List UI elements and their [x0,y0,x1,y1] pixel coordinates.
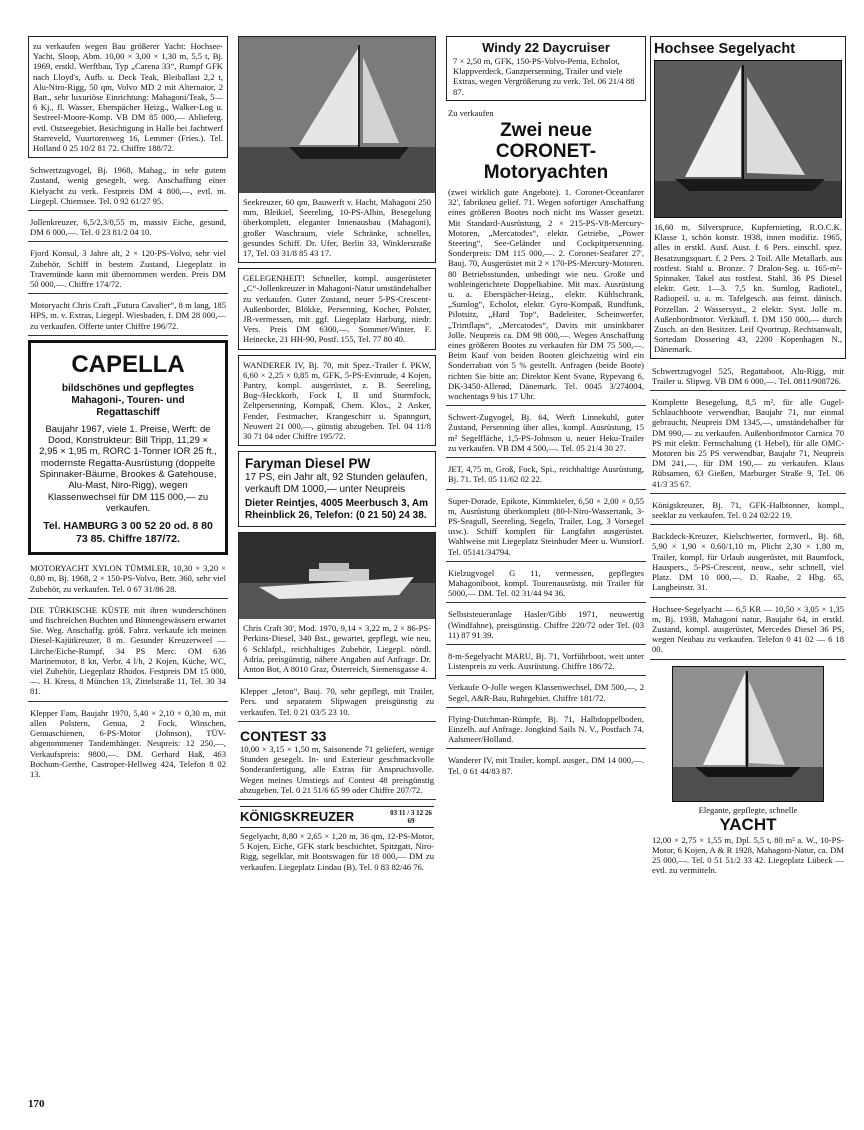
ad-koenigskreuzer [238,804,436,876]
ad-text: Motoryacht Chris Craft „Futura Cavalier“, 8 m lang, 185 HPS, m. v. Extras, Liegepl. Wiesbaden, f. DM 28 000,— zu verkaufen. Offerte unter Chiffre 196/72. [30,300,226,331]
ad-text: DIE TÜRKISCHE KÜSTE mit ihren wunderschönen und fischreichen Buchten und Binnengewässern erwartet Sie. Weg. Anschaffg. größ. Fahrz. verkaufe ich meinen Diesel-Kajütkreuzer, 8 m. Gesunder Kreuzerweel — Lärche/Eiche-Rumpf, 34 PS Merc. OM 636 Marinemotor, 8 kn, Verbr. 4 l/h, 2 Kojen, Küche, WC, viel Zubehör, Liegeplatz Rhodos. Festpreis DM 15 000,—. H. Kress, 8 München 13, Zittelstraße 11, Tel. 30 34 81. [30,604,226,697]
ad-text: Komplette Besegelung, 8,5 m², für alle Gugel-Schlauchboote verwendbar, Baujahr 71, nur einmal gebraucht, Neupreis DM 1345,—, umständehalber für DM 990,— zu verkaufen. Außenbordmotor Carnica 70 PS mit elektr. Fernschaltung (1 Hebel), für alle OMC-Motoren bis 25 PS verwendbar, Baujahr 71, Neupreis DM 241,—, für DM 190,— zu verkaufen. Klaus Rübsamen, 63 Gießen, Marburger Straße 9, Tel. 06 41/3 35 67. [652,397,844,489]
ad-seekreuzer [238,36,436,263]
hochsee-photo [654,60,842,218]
ad-capella [28,340,228,555]
ad-koenigskreuzer-gfk [650,498,846,525]
ad-text: 7 × 2,50 m, GFK, 150-PS-Volvo-Penta, Echolot, Klappverdeck, Ganzpersenning, Trailer und viele Extras, wegen Vergrößerung zu verk. Tel. 06 21/4 88 87. [453,56,635,97]
column-2 [238,36,436,880]
koenigskreuzer-title: KÖNIGSKREUZER [240,808,355,824]
column-4 [650,36,846,878]
ad-chris-craft-futura [28,298,228,336]
column-1 [28,36,228,787]
ad-wanderer-iv-trailer [446,753,646,779]
page-number: 170 [28,1098,45,1110]
ad-windy-22 [446,36,646,101]
ad-text: 16,60 m, Silverspruce, Kupfernieting, R.O.C.K. Klasse 1, schön konstr. 1938, innen modifiz. 1965, alles in erstkl. Ausf. Ausr. f. 6 Pers. einschl. spez. Besatzungsquart. f. 2 Pers. 2 Toil. Alle Metallarb. aus rostfest. Stahl u. Bronze. 7 Dralon-Seg. u. 165-m²-Spinnaker. Takel aus rostfest. Stahl. 36 PS Diesel elektr. Getr. 1—3. 7,5 kn. Sumlog, Radiotel., Radiopeil. u. a. m. Tafelgesch. aus feinst. dänisch. Porzellan. 2 Wassersyst., 2 elektr. Syst. Jolle m. Außenbordmotor. Verkäufl. f. DM 150 000,— durch Zusch. an den Besitzer. Leif Qvortrup, Rechtsanwalt, Sortedam Dossering 43, 2200 Kopenhagen N., Dänemark. [654,222,842,355]
ad-klepper-fam [28,706,228,783]
ad-text: Backdeck-Kreuzer, Kielschwerter, formverl., Bj. 68, 5,90 × 1,90 × 0,60/1,10 m, Plicht 2,30 × 1,80 m, Trailer, kompl. für Urlaub ausgerüstet, mit Baumfock, Hauspers., 5-PS-Crescent, neuw., sehr schnell, viel Platz. DM 10 000,—. D. Raabe, 2 Hbg. 65, Langheinstr. 31. [652,531,844,593]
ad-fjord-konsul [28,246,228,294]
ad-schwertzugvogel-525 [650,364,846,391]
ad-maru [446,649,646,676]
yacht-photo-image [673,667,823,801]
hochsee-title: Hochsee Segelyacht [654,41,796,57]
ad-text: JET, 4,75 m, Groß, Fock, Spi., reichhaltige Ausrüstung, Bj. 71. Tel. 05 11/62 02 22. [448,464,644,485]
ad-text: Super-Dorade, Epikote, Kimmkieler, 6,50 × 2,00 × 0,55 m, Ausrüstung überkomplett (80-l-Niro-Wassertank, 3-PS-Seagull, Seereling, Segeln, Trailer, Log, 3 Vorsegel usw.). Schiff komplett für Langfahrt ausgerüstet. Wahlweise mit Liegeplatz Steinhuder Meer u. Wunstorf. Tel. 05141/34794. [448,495,644,557]
ad-contest-33 [238,726,436,800]
column-3 [446,36,646,784]
ad-backdeck-kreuzer [650,529,846,597]
ad-text: Klepper „Jeton“, Bauj. 70, sehr gepflegt, mit Trailer, Pers. und separatem Slipwagen preisgünstig zu verkaufen. Tel. 0 21 03/5 23 10. [240,686,434,717]
ad-tuerkische-kueste [28,603,228,702]
ad-text: Segelyacht, 8,80 × 2,65 × 1,20 m, 36 qm, 12-PS-Motor, 5 Kojen, Eiche, GFK stark beschichtet, Spitzgatt, Niro-Rigg, segelklar, mit Bootswagen für 18 000,— DM zu verkaufen. Liegeplatz Lindau (B), Tel. 0 83 82/46 76. [240,830,434,872]
yacht-title: YACHT [719,814,777,834]
ad-coronet [446,106,646,406]
ad-text: Schwertzugvogel, Bj. 1968, Mahag., in sehr gutem Zustand, wenig gesegelt, weg. Anschaffung einer Kielyacht zu verk. Festpreis DM 4 800,—, evtl. m. Liegepl. Chiemsee. Tel. 0 92 61/27 95. [30,165,226,206]
faryman-title: Faryman Diesel PW [245,456,371,472]
sailing-yacht-photo-image [655,61,842,217]
ad-text: Fjord Konsul, 3 Jahre alt, 2 × 120-PS-Volvo, sehr viel Zubehör, Schiff in bestem Zustand, Liegeplatz in Travemünde kann mit übernommen werden. Preis DM 50 000,—. Chiffre 174/72. [30,248,226,290]
ad-c-jollenkreuzer [238,268,436,349]
ad-chris-craft-30 [238,532,436,679]
ad-hochsee-segelyacht [650,36,846,359]
faryman-body: 17 PS, ein Jahr alt, 92 Stunden gelaufen, verkauft DM 1000,— unter Neupreis [245,472,428,496]
zu-verkaufen-label: Zu verkaufen [448,107,494,118]
ad-text: Wanderer IV, mit Trailer, kompl. ausger., DM 14 000,—. Tel. 0 61 44/83 87. [448,755,644,776]
ad-text: Flying-Dutchman-Rümpfe, Bj. 71, Halbdoppelboden, Einzelh. auf Anfrage. Jongkind Sails N. V., Postfach 74, Aalsmeer/Holland. [448,713,644,745]
ad-text: Königskreuzer, Bj. 71, GFK-Halbtonner, kompl., seeklar zu verkaufen. Tel. 0 24 02/22 19. [652,499,844,521]
ad-jet [446,462,646,489]
ad-text: Hochsee-Segelyacht — 6,5 KR — 10,50 × 3,05 × 1,35 m, Bj. 1938, Mahagoni natur, Baujahr 64, in erstkl. Zustand, kompl. ausgerüstet, Mercedes Diesel 36 PS, wegen Neubau zu verkaufen. Telefon 0 41 02 — 6 18 00. [652,603,844,655]
ad-faryman-diesel [238,451,436,527]
ad-text: Chris Craft 30', Mod. 1970, 9,14 × 3,22 m, 2 × 86-PS-Perkins-Diesel, 340 Bst., gewartet, gepflegt, wie neu, 6 Schlafpl., reichhaltiges Zubehör, Liegepl. nördl. Adria, preisgünstig, nähere Angaben auf Anfrage. Dr. Anton Bot, A 8010 Graz, Österreich, Siemensgasse 4. [243,623,431,675]
sailboat-photo-image [239,37,435,193]
ad-komplette-besegelung [650,395,846,494]
capella-body: Baujahr 1967, viele 1. Preise, Werft: de Dood, Konstrukteur: Bill Tripp, 11,29 × 2,95 × 1,95 m, RORC 1-Tonner IOR 25 ft., modernste Regatta-Ausrüstung (doppelte Spinnaker-Bäume, Brookes & Gatehouse, Alu-Mast, Niro-Rigg), wegen Klassenwechsel für DM 115 000,— zu verkaufen. [39,423,217,514]
ad-klepper-jeton [238,684,436,722]
ad-text: 12,00 × 2,75 × 1,55 m, Dpl. 5,5 t, 80 m² a. W., 10-PS-Motor, 6 Kojen, A & R 1928, Mahagoni-Natur, ca. DM 25 000,—. Tel. 0 51 51/2 33 42. Liegeplatz Lübeck — evtl. zu vermitteln. [652,834,844,876]
ad-text: MOTORYACHT XYLON TÜMMLER, 10,30 × 3,20 × 0,80 m, Bj. 1968, 2 × 150-PS-Volvo, Betr. 360, sehr viel Zubehör, zu verkaufen. Tel. 0 67 31/86 28. [30,563,226,594]
ad-text: 8-m-Segelyacht MARU, Bj. 71, Vorführboot, weit unter Listenpreis zu verk. Ausrüstung. Chiffre 186/72. [448,650,644,672]
faryman-contact: Dieter Reintjes, 4005 Meerbusch 3, Am Rheinblick 26, Telefon: (0 21 50) 24 38. [245,498,429,522]
ad-text: Kielzugvogel G 11, vermessen, gepflegtes Mahagoniboot, kompl. Tourenausrüstg. mit Trailer für 5000,— DM. Tel. 02 31/44 94 36. [448,567,644,599]
contest-title: CONTEST 33 [240,727,327,744]
ad-text: Selbststeueranlage Hasler/Gibb 1971, neuwertig (Windfahne), preisgünstig. Chiffre 220/72 oder Tel. (03 11) 87 91 39. [448,609,644,640]
seekreuzer-photo [239,37,435,193]
ad-text: 10,00 × 3,15 × 1,50 m, Saisonende 71 geliefert, wenige Stunden gesegelt. In- und Exterieur geschmackvolle Sonderanfertigung, alle Extras für Anspruchsvolle. Wegen meines Umstiegs auf Contest 48 preisgünstig abzugeben. Tel. 0 21 51/6 65 99 oder Chiffre 207/72. [240,743,434,795]
ad-text: Schwert-Zugvogel, Bj. 64, Werft Linnekuhl, guter Zustand, Persenning über alles, kompl. Ausrüstung, 15 m² Segelfläche, 1,5-PS-Johnson u. neuer Heku-Trailer zu verkaufen. VB DM 4 500,—. Tel. 05 21/4 30 27. [448,412,644,453]
ad-schwert-zugvogel [446,410,646,458]
motoryacht-photo-image [239,533,435,619]
windy-title: Windy 22 Daycruiser [482,40,610,55]
capella-subtitle: bildschönes und gepflegtes Mahagoni-, Touren- und Regattaschiff [61,382,195,418]
coronet-headline: Zwei neue CORONET-Motoryachten [483,120,609,184]
yacht-photo [672,666,824,802]
ad-motoryacht-xylon [28,561,228,599]
capella-title: CAPELLA [71,350,185,378]
ad-text: Seekreuzer, 60 qm, Bauwerft v. Hacht, Mahagoni 250 mm, Bleikiel, Seereling, 10-PS-Albin, Besegelung überkomplett, eleganter Innenausbau (Mahagoni), großer Waschraum, viele Schränke, schnelles, gesundes Schiff. Dr. Ufer, Berlin 33, Winklerstraße 17, Tel. 03 31/8 85 43 17. [243,197,431,259]
ad-jollenkreuzer [28,215,228,242]
ad-o-jolle [446,680,646,707]
ad-text: Verkaufe O-Jolle wegen Klassenwechsel, DM 500,—, 2 Segel, A&R-Bau, Ruhrgebiet. Chiffre 181/72. [448,682,644,703]
ad-super-dorade [446,494,646,562]
ad-text: GELEGENHEIT! Schneller, kompl. ausgerüsteter „C“-Jollenkreuzer in Mahagoni-Natur umständehalber zu verkaufen. Guter Zustand, neuer 5-PS-Crescent-Außenborder, Blökke, Persenning, Kocher, Polster, JR-vermessen, mit ggf. Liegeplatz Harburg, niedr. Vers. Preis DM 6300,—. Sommer/Winter. F. Heinecke, 21 HH-90, Postf. 155, Tel. 77 80 40. [243,273,431,345]
koenigskreuzer-phone: 03 11 / 3 12 26 69 [390,808,432,825]
capella-phone: Tel. HAMBURG 3 00 52 20 od. 8 80 73 85. Chiffre 187/72. [43,520,213,546]
ad-text: zu verkaufen wegen Bau größerer Yacht: Hochsee-Yacht, Sloop, Abm. 10,00 × 3,00 × 1,30 m, 5,5 t, Bj. 1969, erstkl. Werftbau, Typ „Carena 33“, Rumpf GFK nach Lloyd's, Aufb. u. Deck Teak, Bleiballast 2,2 t, Alu-Niro-Rigg, 50 qm, Volvo MD 2 mit Alternator, 2 Batt., sehr luxuriöse Einrichtung: Mahagoni/Teak, 5—6 Kj., fl. Wasser, Eberspächer Heizg., Walker-Log u. Sestreel-Moore-Komp. VB DM 85 000,— Ablieferg. evtl. Ostseegebiet. Besichtigung in Halle bei Jachtwerf Starreveld, Vuurtorenweg 16, Lemmer (Fries.). Tel. Holland 0 25 10/2 81 72. Chiffre 188/72. [33,41,223,154]
ad-wanderer-iv [238,355,436,447]
ad-text: Klepper Fam, Baujahr 1970, 5,40 × 2,10 × 0,30 m, mit allen Polstern, Genua, 2 Fock, Winschen, Genuaschienen, 6-PS-Motor (Johnson), TÜV-abgenommener Tandemhänger. Neupreis: 12 250,—, Verkaufspreis: 9800,—. DM. Gerhard Haß, 463 Bochum-Gerthe, Castroper-Hellweg 424, Telefon 8 02 13. [30,707,226,779]
ad-yacht [650,664,846,878]
ad-text: WANDERER IV, Bj. 70, mit Spez.-Trailer f. PKW, 6,60 × 2,25 × 0,85 m, GFK, 5-PS-Evinrude, 4 Kojen, Pantry, kompl. ausgerüstet, z. B. Seereling, Bug-/Heckkorb, Fock I, II und Sturmfock, Zeltpersenning, Kompaß, Chem. Klos., 2 Anker, Fender, Festmacher, Krangeschirr u. Spanngurt, Neuwert 21 000,—, günstig abzugeben. Tel. 04 11/8 30 71 04 oder Chiffre 195/72. [243,359,431,442]
ad-text: Jollenkreuzer, 6,5/2,3/0,55 m, massiv Eiche, gesund, DM 6 000,—. Tel. 0 23 81/2 04 10. [30,217,226,238]
ad-kielzugvogel [446,566,646,604]
ad-hochsee-yacht-sloop [28,36,228,158]
ad-flying-dutchman [446,712,646,750]
ad-hochsee-segelyacht-kr [650,602,846,660]
yacht-caption: Elegante, gepflegte, schnelle [698,804,798,815]
ad-schwertzugvogel [28,163,228,211]
ad-text: (zwei wirklich gute Angebote). 1. Coronet-Oceanfarer 32', fabrikneu gelief. 71. Wegen sofortiger Anschaffung eines größeren Bootes noch nicht ins Wasser gesetzt. Mit Standard-Ausrüstung, 2 × 215-PS-V8-Mercury-Motoren, „Mercatodes“, elektr. Getriebe, „Power Steering“, See-Geländer und Cockpitpersenning. Sonderpreis: DM 115 000,—. 2. Coronet-Seafarer 27', Bauj. 70, Ausgerüstet mit 2 × 170-PS-Mercury-Motoren. 80 Betriebsstunden, unbedingt wie neu. Große und wohleingerichtete Doppelkabine. Mit max. Ausrüstung u. a. Eberspächer-Heizg., elektr. Kühlschrank, „Sumlog“, Echolot, elektr. Gyro-Kompaß, Rundfunk, Pilotsitz, „Hard Top“, Badeleiter, Scheinwerfer, „Trimflaps“, „Mercatodes“, Davits mit unsinkbarer Jolle. Neupreis ca. DM 98 000,—. Wegen Anschaffung eines größeren Bootes zu verkaufen für DM 75 500,—. Beim Kauf von beiden Booten gleichzeitig wird ein Sonderrabatt von 5 % gestellt. Anfragen (beide Boote) richten Sie bitte an: Direktor Kent Svane, Rypevang 6, DK-3450-Allerød, Dänemark. Tel. 0045 3/274004, wochentags 9 bis 17 Uhr. [448,187,644,402]
ad-text: Schwertzugvogel 525, Regattaboot, Alu-Rigg, mit Trailer u. Slipwg. VB DM 6 000,—. Tel. 0811/908726. [652,365,844,386]
ad-selbststeueranlage [446,607,646,645]
motoryacht-photo [239,533,435,619]
